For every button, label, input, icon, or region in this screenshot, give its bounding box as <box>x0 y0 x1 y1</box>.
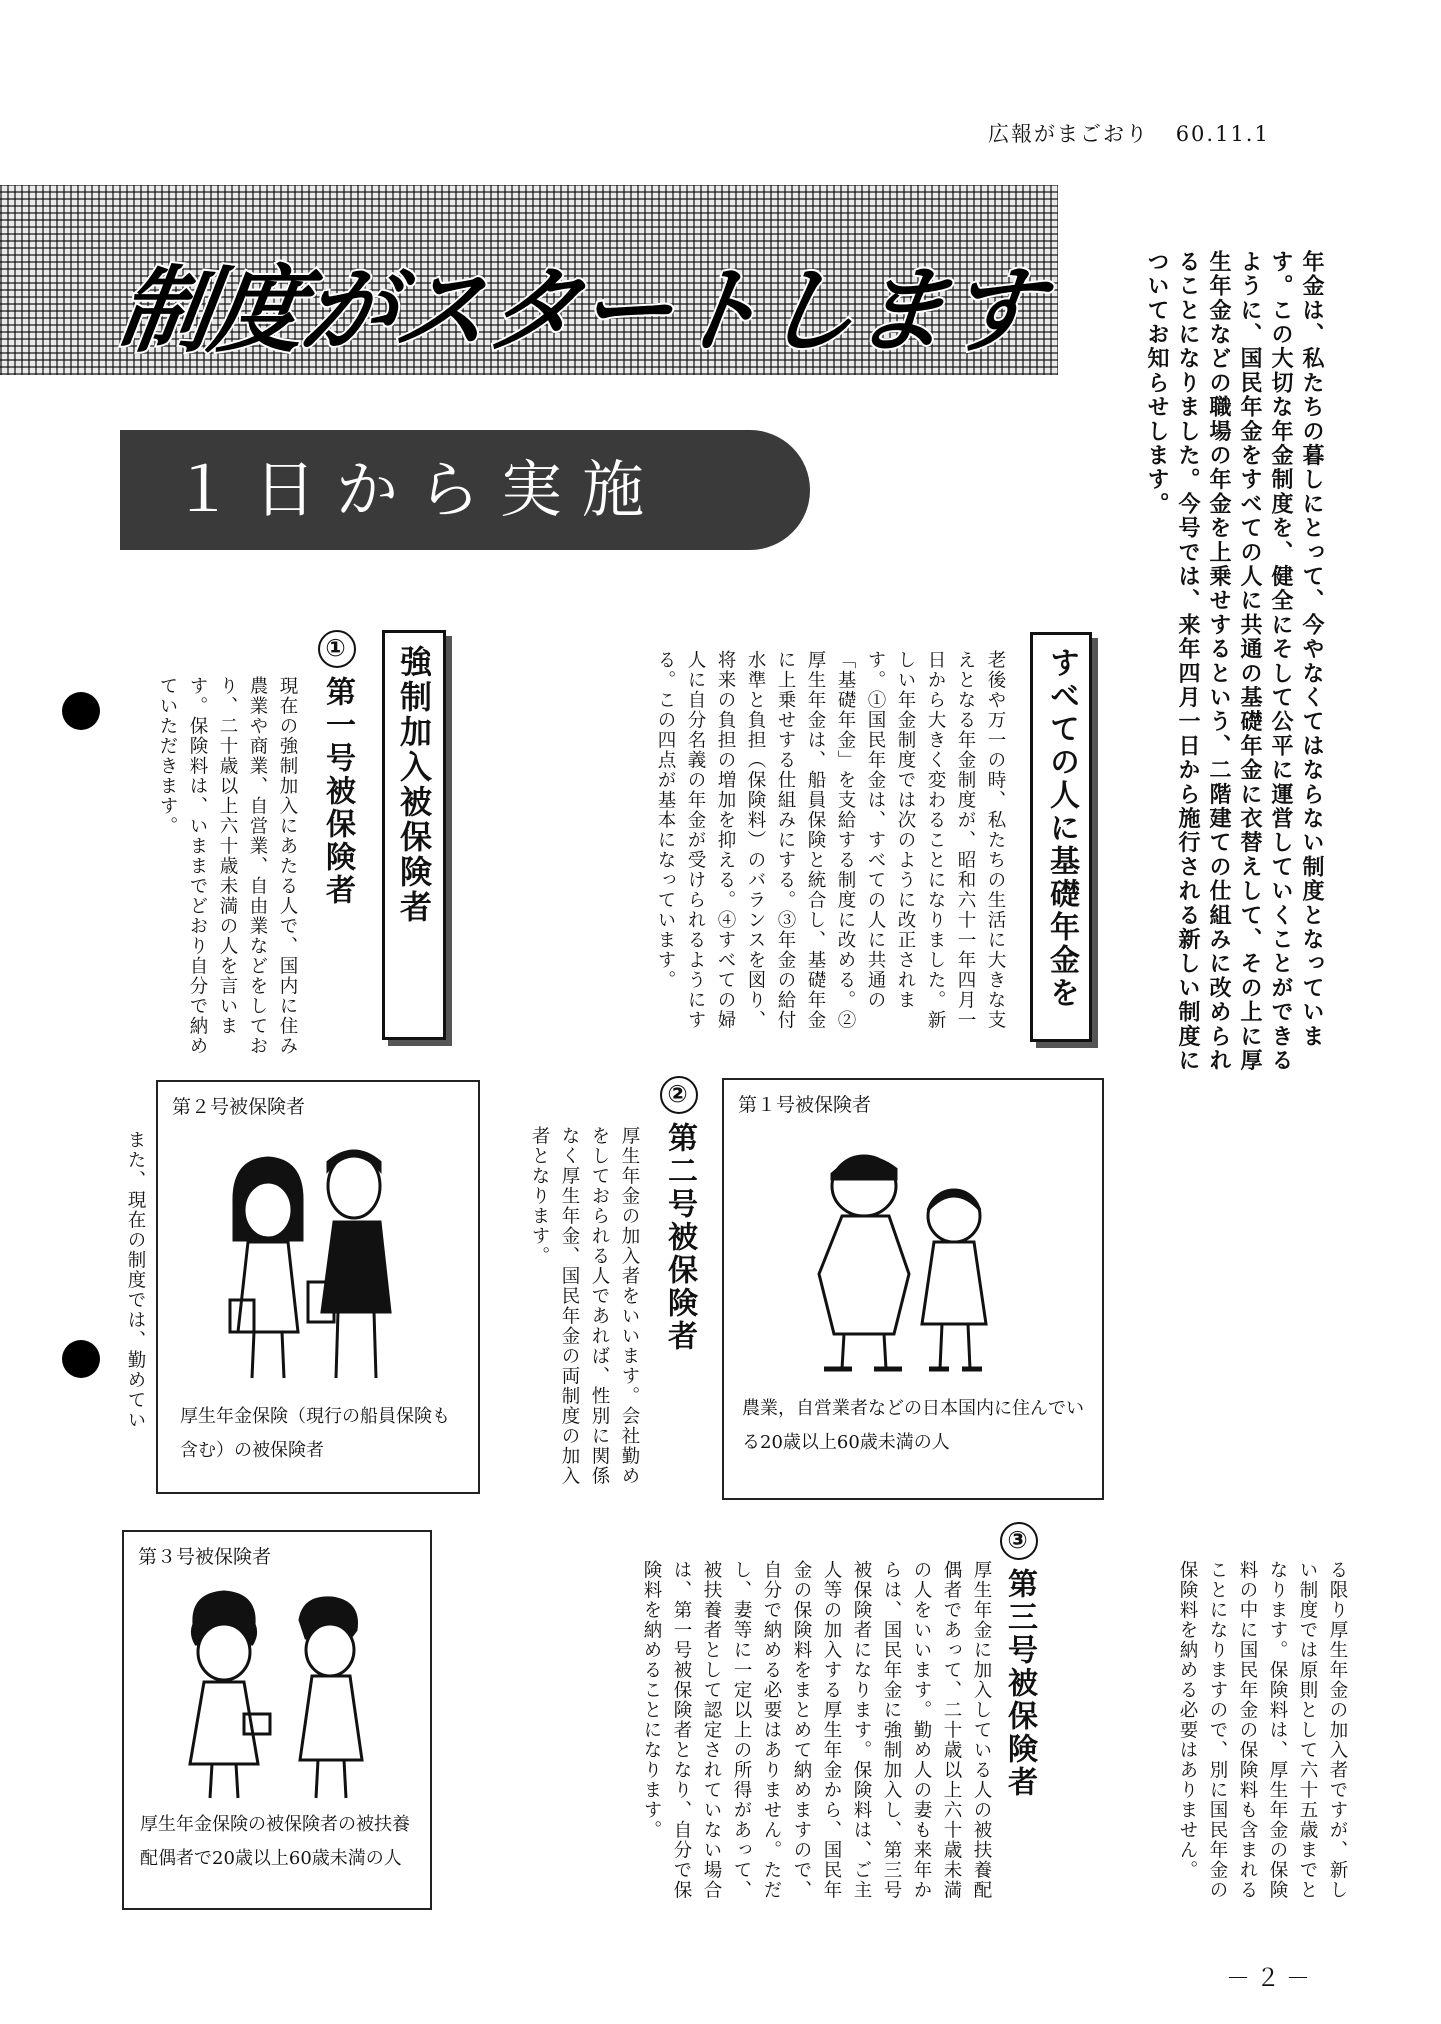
section-3-heading <box>1000 1522 1038 1862</box>
section-1-title: 第一号被保険者 <box>320 676 355 907</box>
figure-1-title: 第１号被保険者 <box>738 1094 872 1116</box>
figure-1 <box>722 1078 1104 1500</box>
section-1-heading <box>318 630 356 990</box>
publication-name: 広報がまごおり <box>988 122 1149 146</box>
section-2-body: 厚生年金の加入者をいいます。会社勤めをしておられる人であれば、性別に関係なく厚生年金、国民年金の両制度の加入者となります。 <box>529 1126 640 1486</box>
office-couple-illustration <box>158 1122 478 1392</box>
figure-3-title: 第３号被保険者 <box>138 1546 272 1568</box>
section-3-number: ③ <box>1000 1522 1038 1560</box>
lead-text: 年金は、私たちの暮しにとって、今やなくてはならない制度となっています。この大切な年金制度を、健全にそして公平に運営していくことができるように、国民年金をすべての人に共通の基礎年金に衣替えして、その上に厚生年金などの職場の年金を上乗せするという、二階建ての仕組みに改められることになりました。今号では、来年四月一日から施行される新しい制度についてお知らせします。 <box>1144 250 1324 1073</box>
section-2-continuation-2: る限り厚生年金の加入者ですが、新しい制度では原則として六十五歳までとなります。保険料は、厚生年金の保険料の中に国民年金の保険料も含まれることになりますので、別に国民年金の保険料を納める必要はありません。 <box>1177 1560 1348 1900</box>
figure-2-title: 第２号被保険者 <box>172 1096 306 1118</box>
section-1-body: 現在の強制加入にあたる人で、国内に住み農業や商業、自営業、自由業などをしており、二十歳以上六十歳未満の人を言います。保険料は、いままでどおり自分で納めていただきます。 <box>157 676 298 1056</box>
housewives-illustration <box>124 1574 430 1804</box>
figure-2 <box>156 1080 480 1494</box>
section-basic-heading: すべての人に基礎年金を <box>1030 632 1092 1042</box>
section-1-number: ① <box>318 630 356 668</box>
binder-hole <box>62 692 100 730</box>
figure-3 <box>122 1530 432 1910</box>
section-2-title: 第二号被保険者 <box>662 1122 697 1353</box>
section-2-number: ② <box>660 1076 698 1114</box>
page-header <box>988 118 1270 148</box>
farmer-couple-illustration <box>724 1124 1102 1384</box>
binder-hole <box>62 1340 100 1378</box>
figure-3-caption: 厚生年金保険の被保険者の被扶養配偶者で20歳以上60歳未満の人 <box>140 1814 410 1869</box>
section-compulsory-heading: 強制加入被保険者 <box>382 630 446 1040</box>
section-2-continuation: また、現在の制度では、勤めてい <box>125 1130 146 1430</box>
page-number: －２－ <box>1226 1964 1316 1992</box>
figure-2-caption: 厚生年金保険（現行の船員保険も含む）の被保険者 <box>180 1406 450 1461</box>
subhead-banner: １日から実施 <box>120 430 810 550</box>
headline: 制度がスタートします <box>111 257 1047 366</box>
section-3-body: 厚生年金に加入している人の被扶養配偶者であって、二十歳以上六十歳未満の人をいいます。勤め人の妻も来年からは、国民年金に強制加入し、第三号被保険者になります。保険料は、ご主人等の加入する厚生年金から、国民年金の保険料をまとめて納めますので、自分で納める必要はありません。ただし、妻等に一定以上の所得があって、被扶養者として認定されていない場合は、第一号被保険者となり、自分で保険料を納めることになります。 <box>641 1560 992 1900</box>
figure-1-caption: 農業，自営業者などの日本国内に住んでいる20歳以上60歳未満の人 <box>742 1398 1084 1453</box>
section-3-title: 第三号被保険者 <box>1002 1568 1037 1799</box>
section-2-heading <box>660 1076 698 1416</box>
section-basic-body: 老後や万一の時、私たちの生活に大きな支えとなる年金制度が、昭和六十一年四月一日から大きく変わることになりました。新しい年金制度では次のように改正されます。①国民年金は、すべての人に共通の「基礎年金」を支給する制度に改める。②厚生年金は、船員保険と統合し、基礎年金に上乗せする仕組みにする。③年金の給付水準と負担（保険料）のバランスを図り、将来の負担の増加を抑える。④すべての婦人に自分名義の年金が受けられるようにする。この四点が基本になっています。 <box>655 650 1006 1030</box>
issue-date: 60.11.1 <box>1175 122 1270 146</box>
